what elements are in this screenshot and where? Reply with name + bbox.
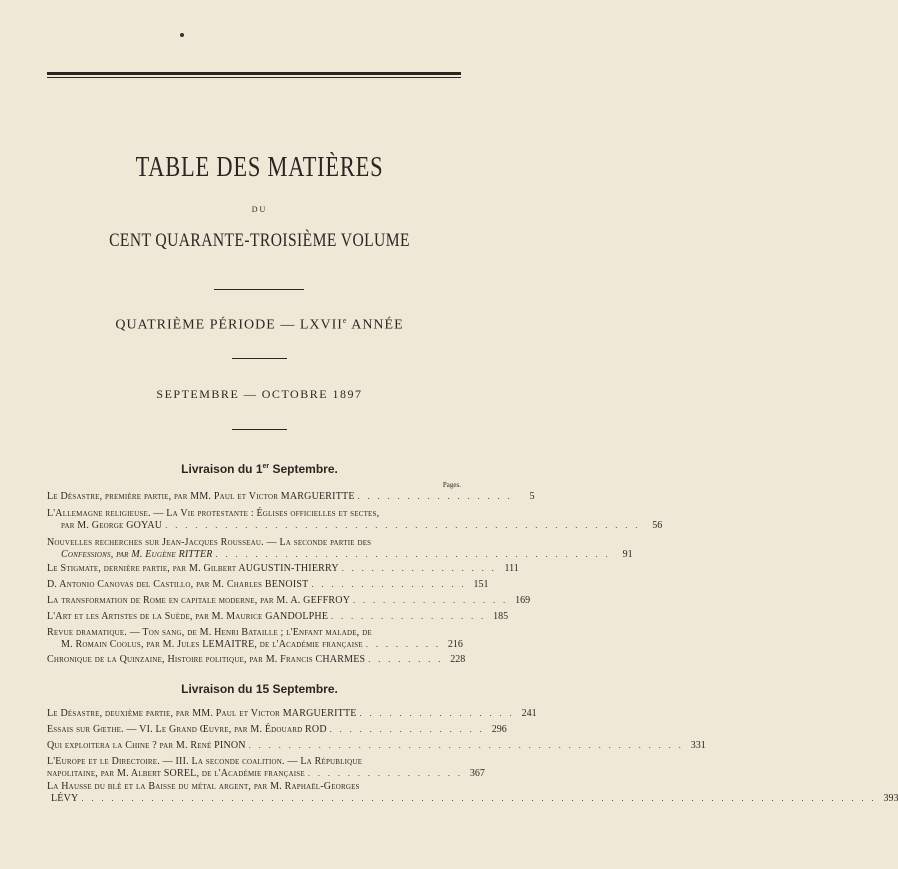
toc-entry: Le Stigmate, dernière partie, par M. Gilbert AUGUSTIN-THIERRY . . . . . . . . . . . . . . . . 111	[47, 563, 519, 574]
toc-entry: La Hausse du blé et la Baisse du métal argent, par M. Raphaël-Georges LÉVY . . . . . . . . . . . . . . . . . . . . . . . . . . . . . . . . . . . . . . . . . . . . . . . . . . . . . . . . . . . . . . . . . . . . . . . . . . . . . . . . 393	[47, 781, 898, 804]
page-number: 296	[491, 724, 507, 735]
page-number: 91	[622, 549, 633, 560]
page-number: 56	[652, 520, 663, 531]
entry-text: Le Stigmate, dernière partie, par M. Gilbert AUGUSTIN-THIERRY	[47, 563, 339, 574]
title-connector: DU	[251, 205, 268, 214]
pages-label: Pages.	[442, 481, 461, 489]
entry-text-cont: LÉVY	[51, 793, 79, 804]
entry-text: D. Antonio Canovas del Castillo, par M. Charles BENOIST	[47, 579, 309, 590]
page-number: 169	[515, 595, 531, 606]
page-number: 367	[469, 768, 485, 779]
toc-entry: Le Désastre, deuxième partie, par MM. Paul et Victor MARGUERITTE . . . . . . . . . . . . . . . . 241	[47, 708, 537, 719]
entry-text: Nouvelles recherches sur Jean-Jacques Rousseau. — La seconde partie des	[47, 537, 372, 548]
entry-text: Chronique de la Quinzaine, Histoire politique, par M. Francis CHARMES	[47, 654, 366, 665]
page-number: 151	[473, 579, 489, 590]
entry-text-cont: par M. George GOYAU	[61, 520, 163, 531]
toc-entry: Chronique de la Quinzaine, Histoire politique, par M. Francis CHARMES . . . . . . . . 228	[47, 654, 466, 665]
divider-rule	[232, 358, 287, 359]
entry-text: L'Allemagne religieuse. — La Vie protestante : Églises officielles et sectes,	[47, 508, 380, 519]
toc-entry: L'Allemagne religieuse. — La Vie protestante : Églises officielles et sectes, par M. George GOYAU . . . . . . . . . . . . . . . . . . . . . . . . . . . . . . . . . . . . . . . . . . . . . . . . 56	[47, 508, 663, 531]
toc-entry: Qui exploitera la Chine ? par M. René PINON . . . . . . . . . . . . . . . . . . . . . . . . . . . . . . . . . . . . . . . . . . . . 331	[47, 740, 706, 751]
page-number: 216	[447, 639, 463, 650]
section-title-2: Livraison du 15 Septembre.	[181, 682, 338, 696]
date-range: SEPTEMBRE — OCTOBRE 1897	[156, 387, 363, 401]
page-number: 185	[493, 611, 509, 622]
toc-entry: Le Désastre, première partie, par MM. Paul et Victor MARGUERITTE . . . . . . . . . . . . . . . . 5	[47, 491, 535, 502]
toc-entry: La transformation de Rome en capitale moderne, par M. A. GEFFROY . . . . . . . . . . . . . . . . 169	[47, 595, 531, 606]
page-number: 228	[450, 654, 466, 665]
toc-entry: Nouvelles recherches sur Jean-Jacques Rousseau. — La seconde partie des Confessions, par M. Eugène RITTER . . . . . . . . . . . . . . . . . . . . . . . . . . . . . . . . . . . . . . . . 91	[47, 537, 633, 560]
toc-entry: Essais sur Gœthe. — VI. Le Grand Œuvre, par M. Édouard ROD . . . . . . . . . . . . . . . . 296	[47, 724, 507, 735]
toc-entry: L'Art et les Artistes de la Suède, par M. Maurice GANDOLPHE . . . . . . . . . . . . . . . . 185	[47, 611, 509, 622]
entry-text: Le Désastre, deuxième partie, par MM. Paul et Victor MARGUERITTE	[47, 708, 357, 719]
entry-text: La Hausse du blé et la Baisse du métal argent, par M. Raphaël-Georges	[47, 781, 360, 792]
page-title: TABLE DES MATIÈRES	[135, 152, 384, 183]
toc-entry: Revue dramatique. — Ton sang, de M. Henri Bataille ; l'Enfant malade, de M. Romain Coolus, par M. Jules LEMAITRE, de l'Académie française . . . . . . . . 216	[47, 627, 463, 650]
page-number: 111	[504, 563, 519, 574]
divider-rule	[232, 429, 287, 430]
entry-text: L'Europe et le Directoire. — III. La seconde coalition. — La République	[47, 756, 363, 767]
entry-text-cont: Confessions, par M. Eugène RITTER	[61, 549, 213, 560]
entry-text: Revue dramatique. — Ton sang, de M. Henri Bataille ; l'Enfant malade, de	[47, 627, 372, 638]
volume-title: CENT QUARANTE-TROISIÈME VOLUME	[109, 230, 410, 251]
section-title-1: Livraison du 1er Septembre.	[181, 462, 338, 476]
page-number: 5	[529, 491, 535, 502]
entry-text: Le Désastre, première partie, par MM. Paul et Victor MARGUERITTE	[47, 491, 355, 502]
entry-text: Essais sur Gœthe. — VI. Le Grand Œuvre, par M. Édouard ROD	[47, 724, 327, 735]
toc-entry: L'Europe et le Directoire. — III. La seconde coalition. — La République napolitaine, par M. Albert SOREL, de l'Académie française . . . . . . . . . . . . . . . . 367	[47, 756, 485, 779]
entry-text-cont: M. Romain Coolus, par M. Jules LEMAITRE, de l'Académie française	[61, 639, 363, 650]
page-number: 393	[883, 793, 898, 804]
entry-text: Qui exploitera la Chine ? par M. René PINON	[47, 740, 246, 751]
period-line: QUATRIÈME PÉRIODE — LXVIIe ANNÉE	[115, 316, 404, 333]
ink-speck	[180, 33, 184, 37]
page-number: 241	[521, 708, 537, 719]
toc-entry: D. Antonio Canovas del Castillo, par M. Charles BENOIST . . . . . . . . . . . . . . . . 151	[47, 579, 489, 590]
top-rule-thick	[47, 72, 461, 75]
page-number: 331	[690, 740, 706, 751]
entry-text: L'Art et les Artistes de la Suède, par M. Maurice GANDOLPHE	[47, 611, 329, 622]
entry-text-cont: napolitaine, par M. Albert SOREL, de l'Académie française	[47, 768, 305, 779]
entry-text: La transformation de Rome en capitale moderne, par M. A. GEFFROY	[47, 595, 351, 606]
top-rule-thin	[47, 77, 461, 78]
divider-rule	[214, 289, 304, 290]
